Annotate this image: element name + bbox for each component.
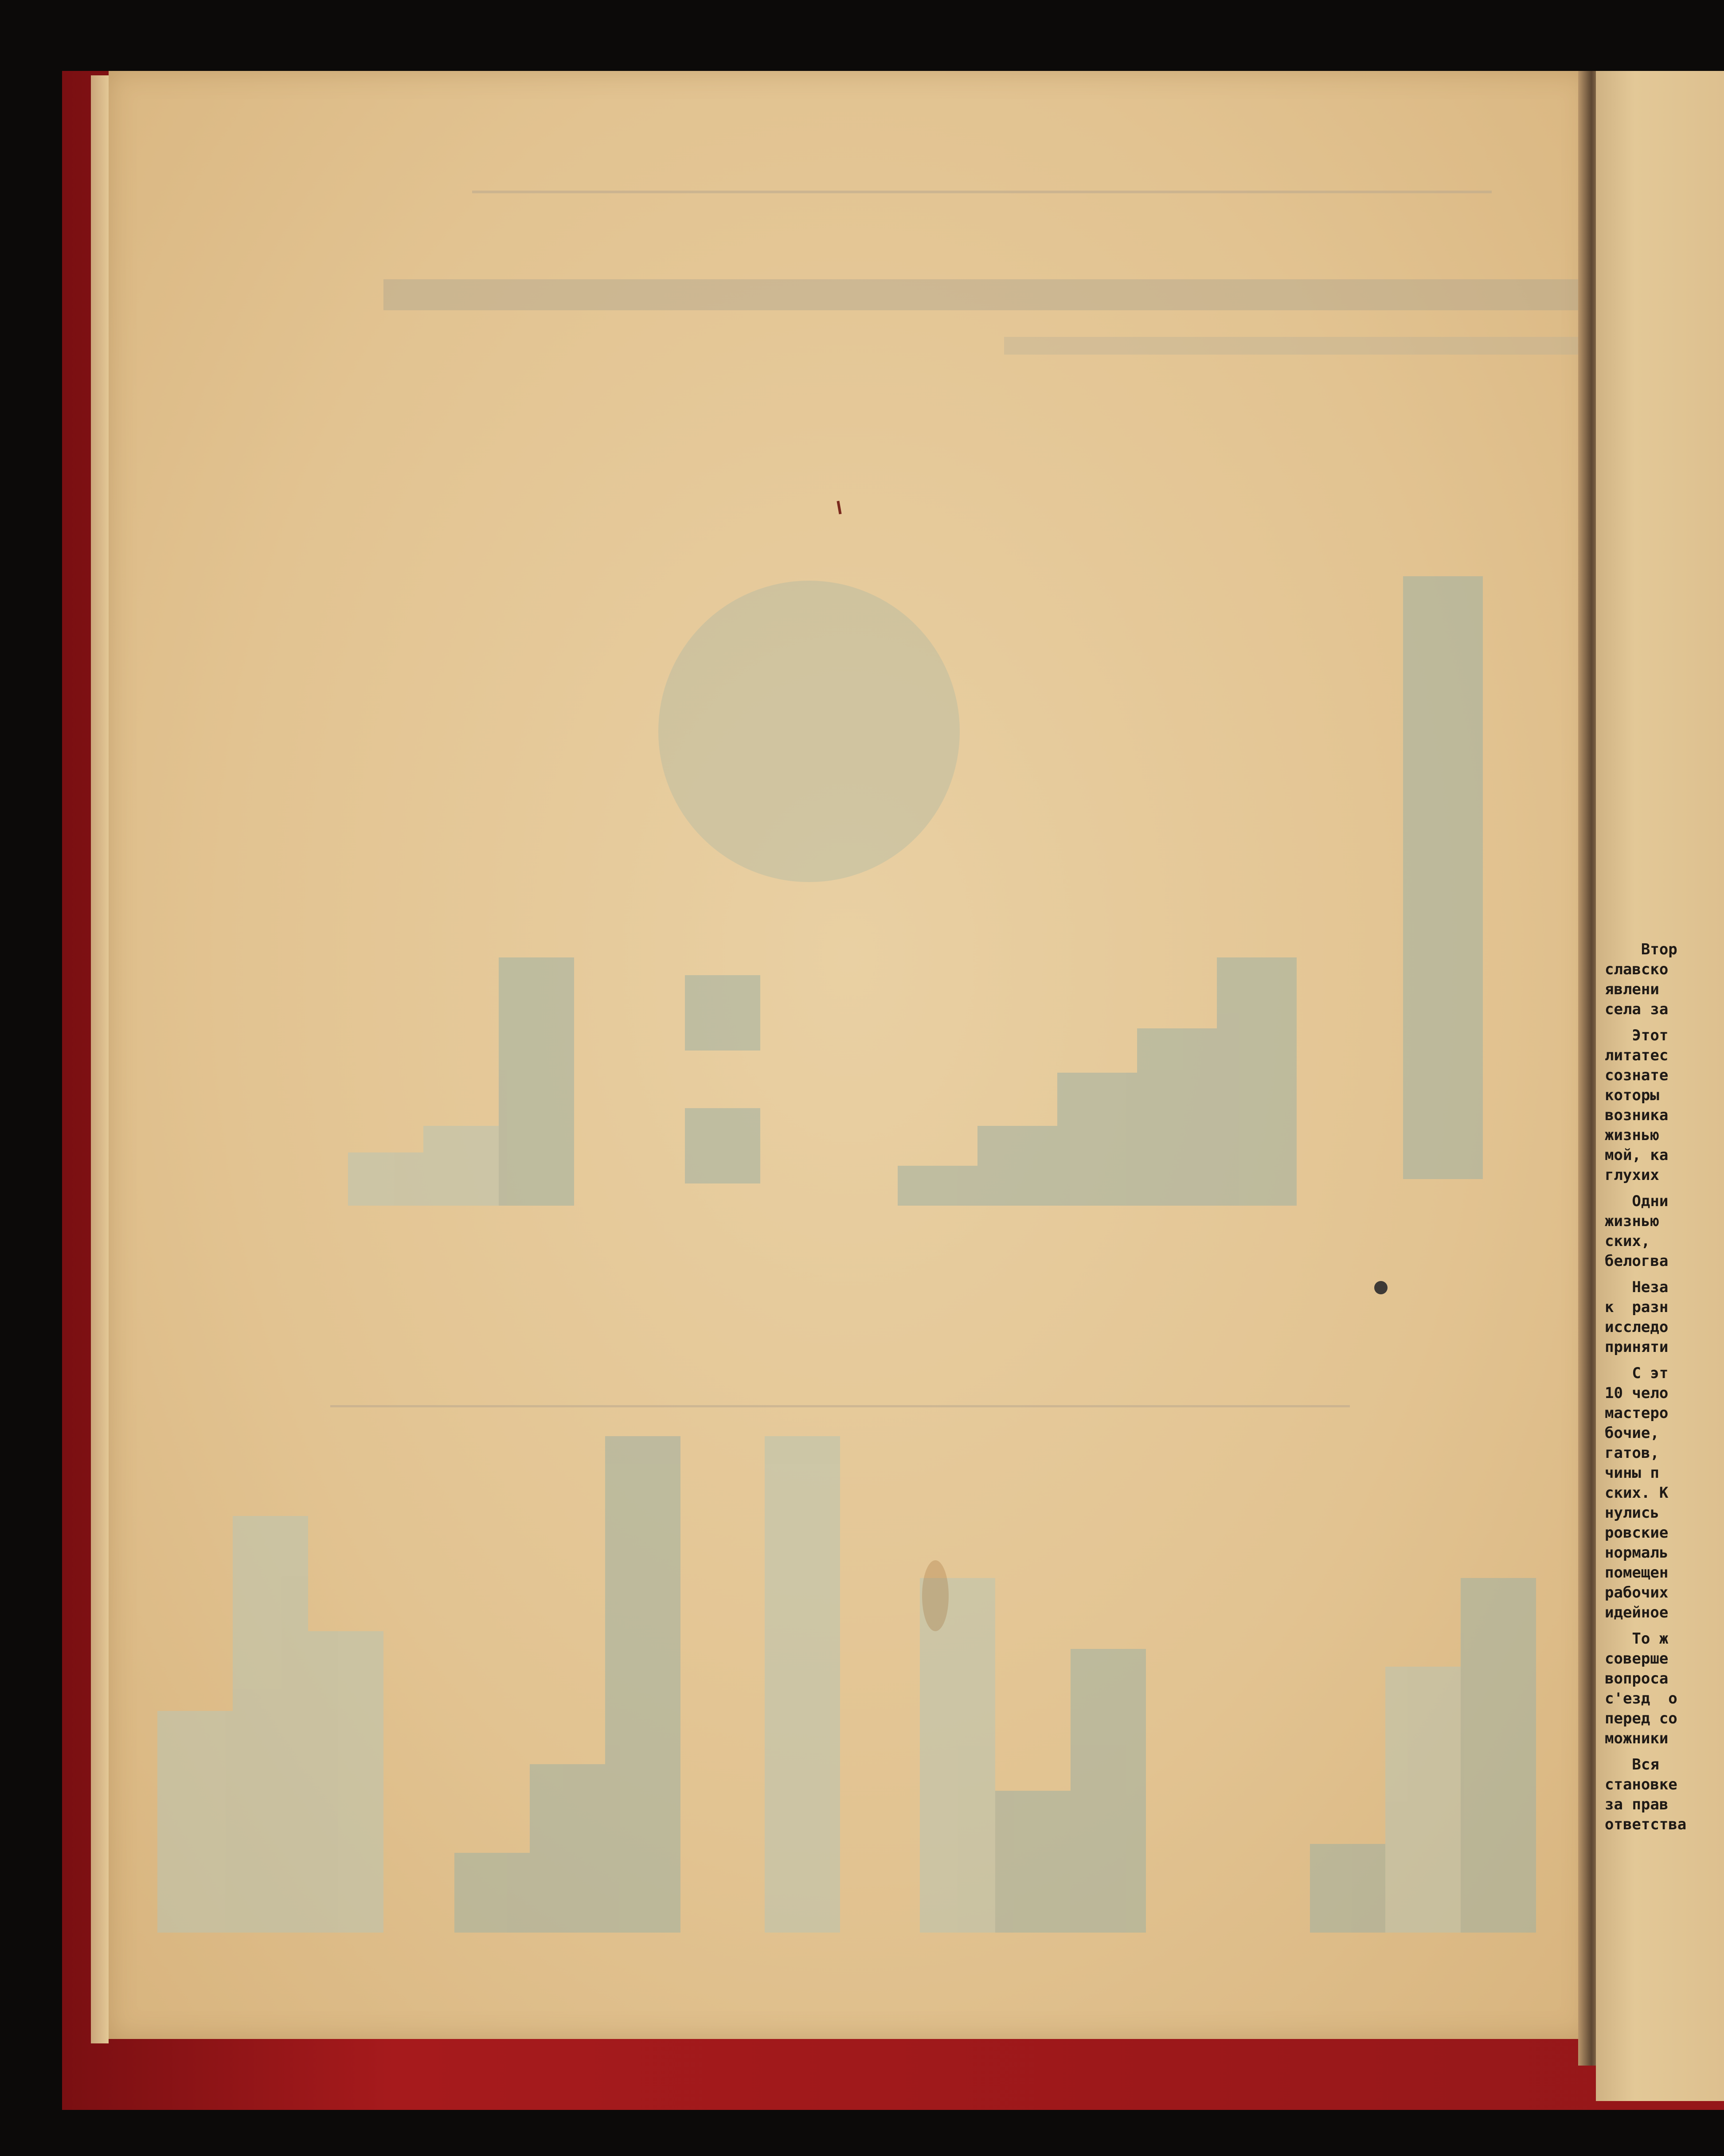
article-line: ских, [1605, 1232, 1650, 1250]
page-stack-edge [91, 75, 109, 2043]
article-line: ровские [1605, 1524, 1669, 1542]
article-line: гатов, [1605, 1444, 1669, 1462]
article-line: помещен [1605, 1564, 1669, 1582]
ghost-tall-bar [1403, 576, 1483, 1179]
article-line: литатес [1605, 1047, 1669, 1064]
ghost-legend-box [685, 975, 760, 1051]
article-line: ских. К [1605, 1484, 1669, 1502]
article-line: нулись [1605, 1504, 1659, 1522]
ghost-bottom-bar [765, 1436, 840, 1933]
article-line: чины п [1605, 1464, 1659, 1482]
ghost-bottom-bar [1461, 1578, 1536, 1933]
ghost-subtitle [1004, 337, 1580, 355]
article-line: ответства [1605, 1816, 1687, 1833]
ghost-step-bar [898, 1166, 977, 1206]
ghost-bottom-bar [1385, 1667, 1461, 1933]
ghost-title [383, 279, 1580, 310]
ghost-section-heading [330, 1383, 1350, 1407]
article-line: сознате [1605, 1066, 1669, 1084]
article-line: рабочих [1605, 1584, 1669, 1601]
article-line: вопроса [1605, 1670, 1669, 1687]
ghost-bottom-bar [1071, 1649, 1146, 1933]
article-line: идейное [1605, 1604, 1669, 1621]
article-line: нормаль [1605, 1544, 1669, 1562]
ghost-bottom-bar [454, 1853, 530, 1933]
paper-stain [922, 1560, 949, 1631]
ghost-step-bar [423, 1126, 499, 1206]
ghost-bottom-bar [157, 1711, 233, 1933]
article-line: Втор [1605, 941, 1677, 958]
article-line: белогва [1605, 1252, 1669, 1270]
article-line: мой, ка [1605, 1146, 1669, 1164]
ghost-bottom-bar [995, 1791, 1071, 1933]
article-line: жизнью [1605, 1126, 1659, 1144]
ghost-bottom-bar [605, 1436, 680, 1933]
article-line: возника [1605, 1106, 1669, 1124]
ghost-step-bar [348, 1152, 423, 1206]
article-line: приняти [1605, 1338, 1669, 1356]
article-line: становке [1605, 1776, 1677, 1793]
article-line: мастеро [1605, 1404, 1669, 1422]
ghost-pie [658, 581, 960, 882]
ink-dot [1374, 1281, 1388, 1294]
article-line: Этот [1605, 1027, 1669, 1044]
article-line: соверше [1605, 1650, 1669, 1668]
ghost-bottom-bar [530, 1764, 605, 1933]
article-line: глухих [1605, 1166, 1659, 1184]
ghost-bottom-bar [308, 1631, 383, 1933]
article-line: Неза [1605, 1278, 1669, 1296]
article-line: исследо [1605, 1318, 1669, 1336]
ghost-step-bar [499, 957, 574, 1206]
article-line: перед со [1605, 1710, 1677, 1727]
article-line: которы [1605, 1086, 1659, 1104]
article-line: села за [1605, 1000, 1669, 1018]
ghost-header [472, 168, 1492, 193]
article-line: бочие, [1605, 1424, 1669, 1442]
ghost-bottom-bar [920, 1578, 995, 1933]
ghost-step-bar [1137, 1028, 1217, 1206]
article-line: То ж [1605, 1630, 1669, 1648]
article-line: славско [1605, 961, 1669, 978]
article-line: к разн [1605, 1298, 1669, 1316]
ghost-step-bar [977, 1126, 1057, 1206]
article-line: С эт [1605, 1364, 1669, 1382]
ghost-bottom-bar [233, 1516, 308, 1933]
article-line: Одни [1605, 1192, 1669, 1210]
article-line: за прав [1605, 1796, 1669, 1813]
article-line: явлени [1605, 980, 1659, 998]
ghost-step-bar [1057, 1073, 1137, 1206]
article-line: можники [1605, 1730, 1669, 1747]
article-line: жизнью [1605, 1212, 1659, 1230]
article-line: с'езд о [1605, 1690, 1677, 1707]
ghost-step-bar [1217, 957, 1297, 1206]
article-text-column [1605, 940, 1724, 1835]
article-line: 10 чело [1605, 1384, 1669, 1402]
ghost-bottom-bar [1310, 1844, 1385, 1933]
article-line: Вся [1605, 1756, 1669, 1773]
ghost-legend-box [685, 1108, 760, 1183]
show-through-diagrams [109, 71, 1589, 2039]
